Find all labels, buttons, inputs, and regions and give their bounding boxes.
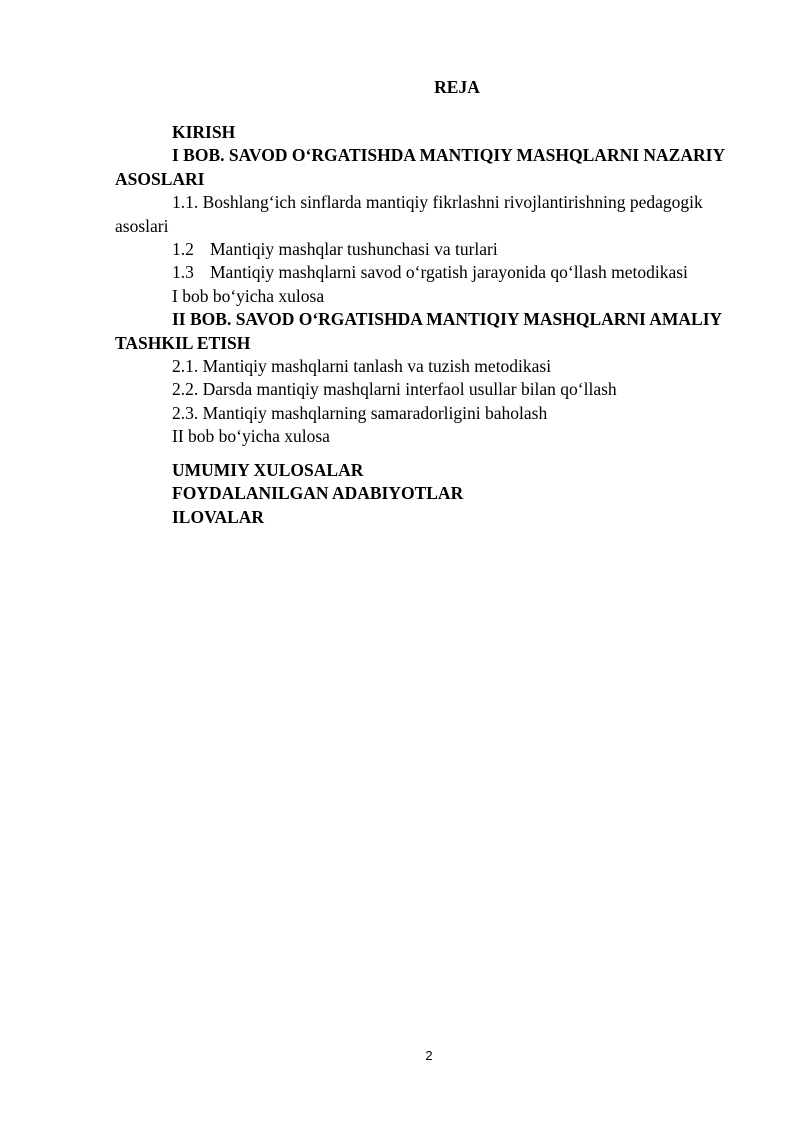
- toc-section-1-3-text: Mantiqiy mashqlarni savod o‘rgatish jarayonida qo‘llash metodikasi: [210, 262, 688, 283]
- toc-introduction: KIRISH: [172, 122, 236, 142]
- toc-section-1-2-number: 1.2: [172, 239, 194, 260]
- toc-section-2-2: 2.2. Darsda mantiqiy mashqlarni interfaol usullar bilan qo‘llash: [172, 379, 617, 400]
- toc-appendices: ILOVALAR: [172, 506, 265, 527]
- toc-chapter-1-conclusion: I bob bo‘yicha xulosa: [172, 285, 325, 306]
- toc-section-1-3-number: 1.3: [172, 262, 194, 283]
- toc-chapter-2: II BOB. SAVOD O‘RGATISHDA MANTIQIY MASHQLARNI AMALIY TASHKIL ETISH: [115, 309, 722, 353]
- toc-chapter-1: I BOB. SAVOD O‘RGATISHDA MANTIQIY MASHQLARNI NAZARIY ASOSLARI: [115, 145, 725, 189]
- toc-chapter-2-conclusion: II bob bo‘yicha xulosa: [172, 426, 330, 447]
- spacer: [115, 449, 725, 459]
- toc-section-2-1: 2.1. Mantiqiy mashqlarni tanlash va tuzish metodikasi: [172, 356, 552, 377]
- toc-section-2-3: 2.3. Mantiqiy mashqlarning samaradorligini baholash: [172, 402, 548, 423]
- page-number: 2: [425, 1048, 433, 1063]
- table-of-contents: [115, 121, 725, 529]
- toc-section-1-3: [115, 261, 725, 284]
- page-title: REJA: [434, 77, 480, 97]
- toc-section-1-2-text: Mantiqiy mashqlar tushunchasi va turlari: [210, 239, 498, 260]
- toc-references: FOYDALANILGAN ADABIYOTLAR: [172, 483, 464, 504]
- toc-section-1-2: [115, 238, 725, 261]
- toc-section-1-1: 1.1. Boshlang‘ich sinflarda mantiqiy fikrlashni rivojlantirishning pedagogik asoslari: [115, 192, 703, 236]
- toc-general-conclusions: UMUMIY XULOSALAR: [172, 459, 364, 480]
